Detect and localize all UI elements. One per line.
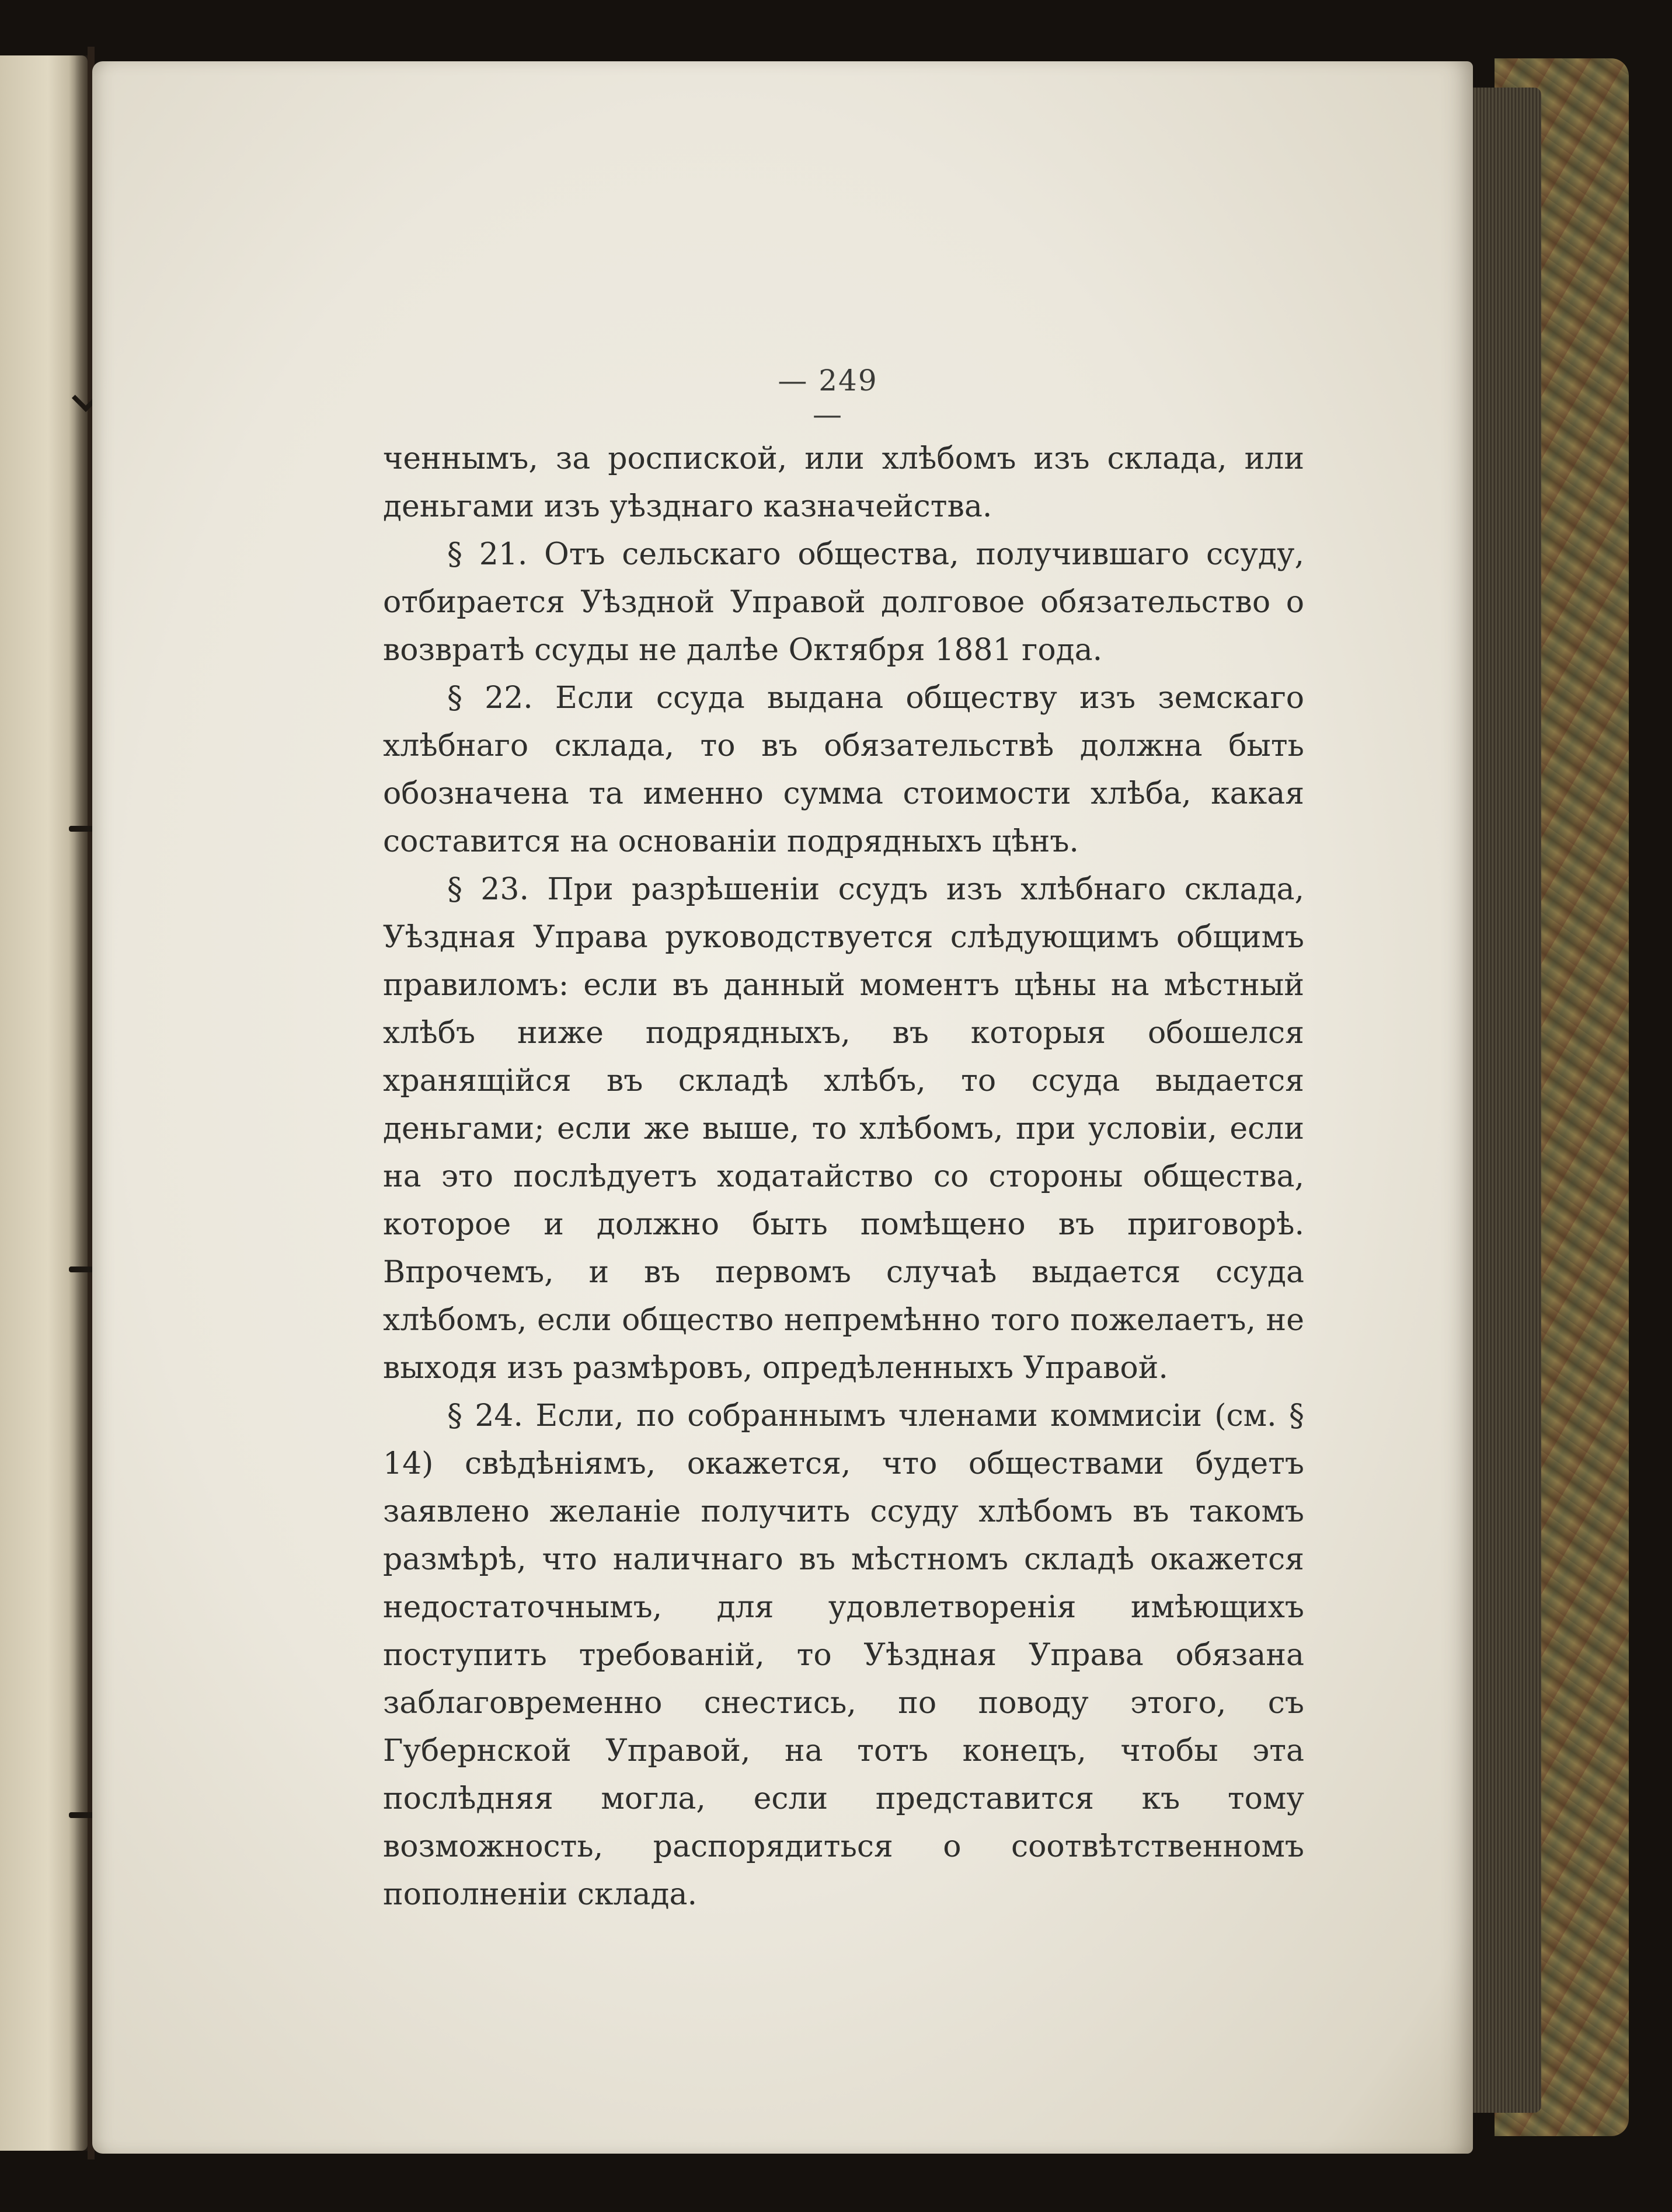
paragraph-continuation: ченнымъ, за роспиской, или хлѣбомъ изъ склада, или деньгами изъ уѣзднаго казначейства.: [383, 441, 1304, 524]
page-text: [383, 435, 1304, 1918]
paragraph-section-21: § 21. Отъ сельскаго общества, получившаго ссуду, отбирается Уѣздной Управой долговое обязательство о возвратѣ ссуды не далѣе Октября 1881 года.: [383, 537, 1304, 668]
paragraph-section-23: § 23. При разрѣшенiи ссудъ изъ хлѣбнаго склада, Уѣздная Управа руководствуется слѣдующимъ общимъ правиломъ: если въ данный моментъ цѣны на мѣстный хлѣбъ ниже подрядныхъ, въ которыя обошелся хранящiйся въ складѣ хлѣбъ, то ссуда выдается деньгами; если же выше, то хлѣбомъ, при условiи, если на это послѣдуетъ ходатайство со стороны общества, которое и должно быть помѣщено въ приговорѣ. Впрочемъ, и въ первомъ случаѣ выдается ссуда хлѣбомъ, если общество непремѣнно того пожелаетъ, не выходя изъ размѣровъ, опредѣленныхъ Управой.: [383, 872, 1304, 1386]
page-number: — 249 —: [778, 364, 878, 431]
paragraph-section-24: § 24. Если, по собраннымъ членами коммисiи (см. § 14) свѣдѣнiямъ, окажется, что обществами будетъ заявлено желанiе получить ссуду хлѣбомъ въ такомъ размѣрѣ, что наличнаго въ мѣстномъ складѣ окажется недостаточнымъ, для удовлетворенiя имѣющихъ поступить требованiй, то Уѣздная Управа обязана заблаговременно снестись, по поводу этого, съ Губернской Управой, на тотъ конецъ, чтобы эта послѣдняя могла, если представится къ тому возможность, распорядиться о соотвѣтственномъ пополненiи склада.: [383, 1398, 1304, 1912]
paragraph-section-22: § 22. Если ссуда выдана обществу изъ земскаго хлѣбнаго склада, то въ обязательствѣ должна быть обозначена та именно сумма стоимости хлѣба, какая составится на основанiи подрядныхъ цѣнъ.: [383, 681, 1304, 859]
book-page: [92, 61, 1473, 2154]
